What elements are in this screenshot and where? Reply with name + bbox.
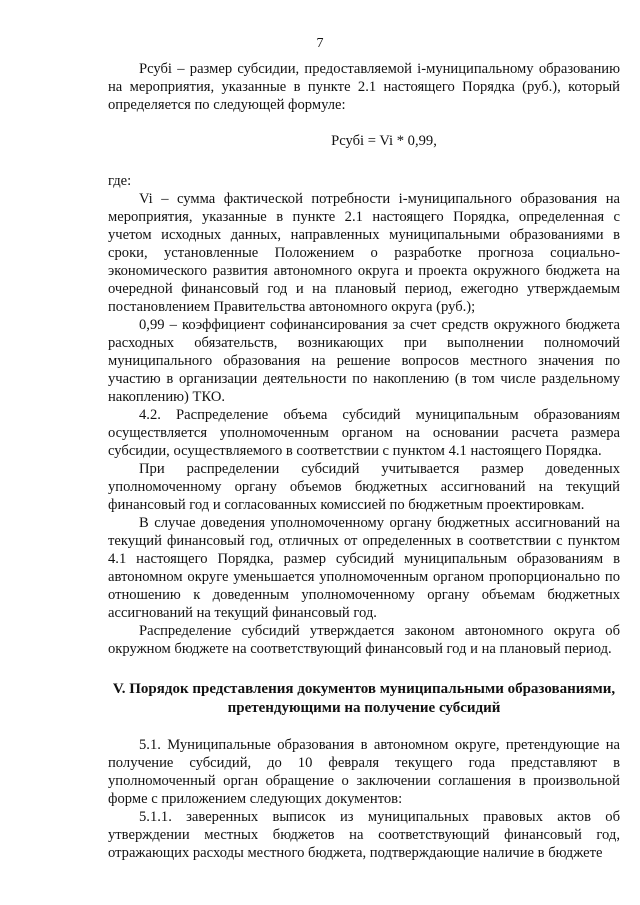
document-body — [108, 60, 620, 862]
paragraph-vi-definition: Vi – сумма фактической потребности i-муниципального образования на мероприятия, указанные в пункте 2.1 настоящего Порядка, определенная с учетом исходных данных, направленных муниципальными образованиями в сроки, установленные Положением о разработке прогноза социально-экономического развития автономного округа и проекта окружного бюджета на очередной финансовый год и на плановый период, ежегодно утверждаемым постановлением Правительства автономного округа (руб.); — [108, 191, 620, 315]
paragraph-reduction: В случае доведения уполномоченному органу бюджетных ассигнований на текущий финансовый год, отличных от определенных в соответствии с пунктом 4.1 настоящего Порядка, размер субсидий муниципальным образованиям в автономном округе уменьшается уполномоченным органом пропорционально по отношению к доведенным уполномоченному органу объемам бюджетных ассигнований на текущий финансовый год. — [108, 515, 620, 621]
paragraph-4-2: 4.2. Распределение объема субсидий муниципальным образованиям осуществляется уполномоченным органом на основании расчета размера субсидии, осуществляемого в соответствии с пунктом 4.1 настоящего Порядка. — [108, 407, 620, 459]
paragraph-approval: Распределение субсидий утверждается законом автономного округа об окружном бюджете на соответствующий финансовый год и на плановый период. — [108, 623, 620, 657]
paragraph-subsidy-size: Рсубi – размер субсидии, предоставляемой i-муниципальному образованию на мероприятия, указанные в пункте 2.1 настоящего Порядка (руб.), который определяется по следующей формуле: — [108, 61, 620, 113]
where-label: где: — [108, 173, 132, 189]
paragraph-5-1-1: 5.1.1. заверенных выписок из муниципальных правовых актов об утверждении местных бюджетов на соответствующий финансовый год, отражающих расходы местного бюджета, подтверждающие наличие в бюджете — [108, 809, 620, 861]
paragraph-coefficient: 0,99 – коэффициент софинансирования за счет средств окружного бюджета расходных обязательств, возникающих при выполнении полномочий муниципального образования на решение вопросов местного значения по участию в организации деятельности по накоплению (в том числе раздельному накоплению) ТКО. — [108, 317, 620, 405]
section-heading: V. Порядок представления документов муниципальными образованиями, претендующими на получение субсидий — [112, 681, 616, 716]
paragraph-5-1: 5.1. Муниципальные образования в автономном округе, претендующие на получение субсидий, до 10 февраля текущего года представляют в уполномоченный орган обращение о заключении соглашения в произвольной форме с приложением следующих документов: — [108, 737, 620, 807]
page-number: 7 — [316, 36, 324, 51]
formula: Рсубi = Vi * 0,99, — [331, 133, 437, 149]
paragraph-distribution: При распределении субсидий учитывается размер доведенных уполномоченному органу объемов бюджетных ассигнований на текущий финансовый год и согласованных комиссией по бюджетным проектировкам. — [108, 461, 620, 513]
